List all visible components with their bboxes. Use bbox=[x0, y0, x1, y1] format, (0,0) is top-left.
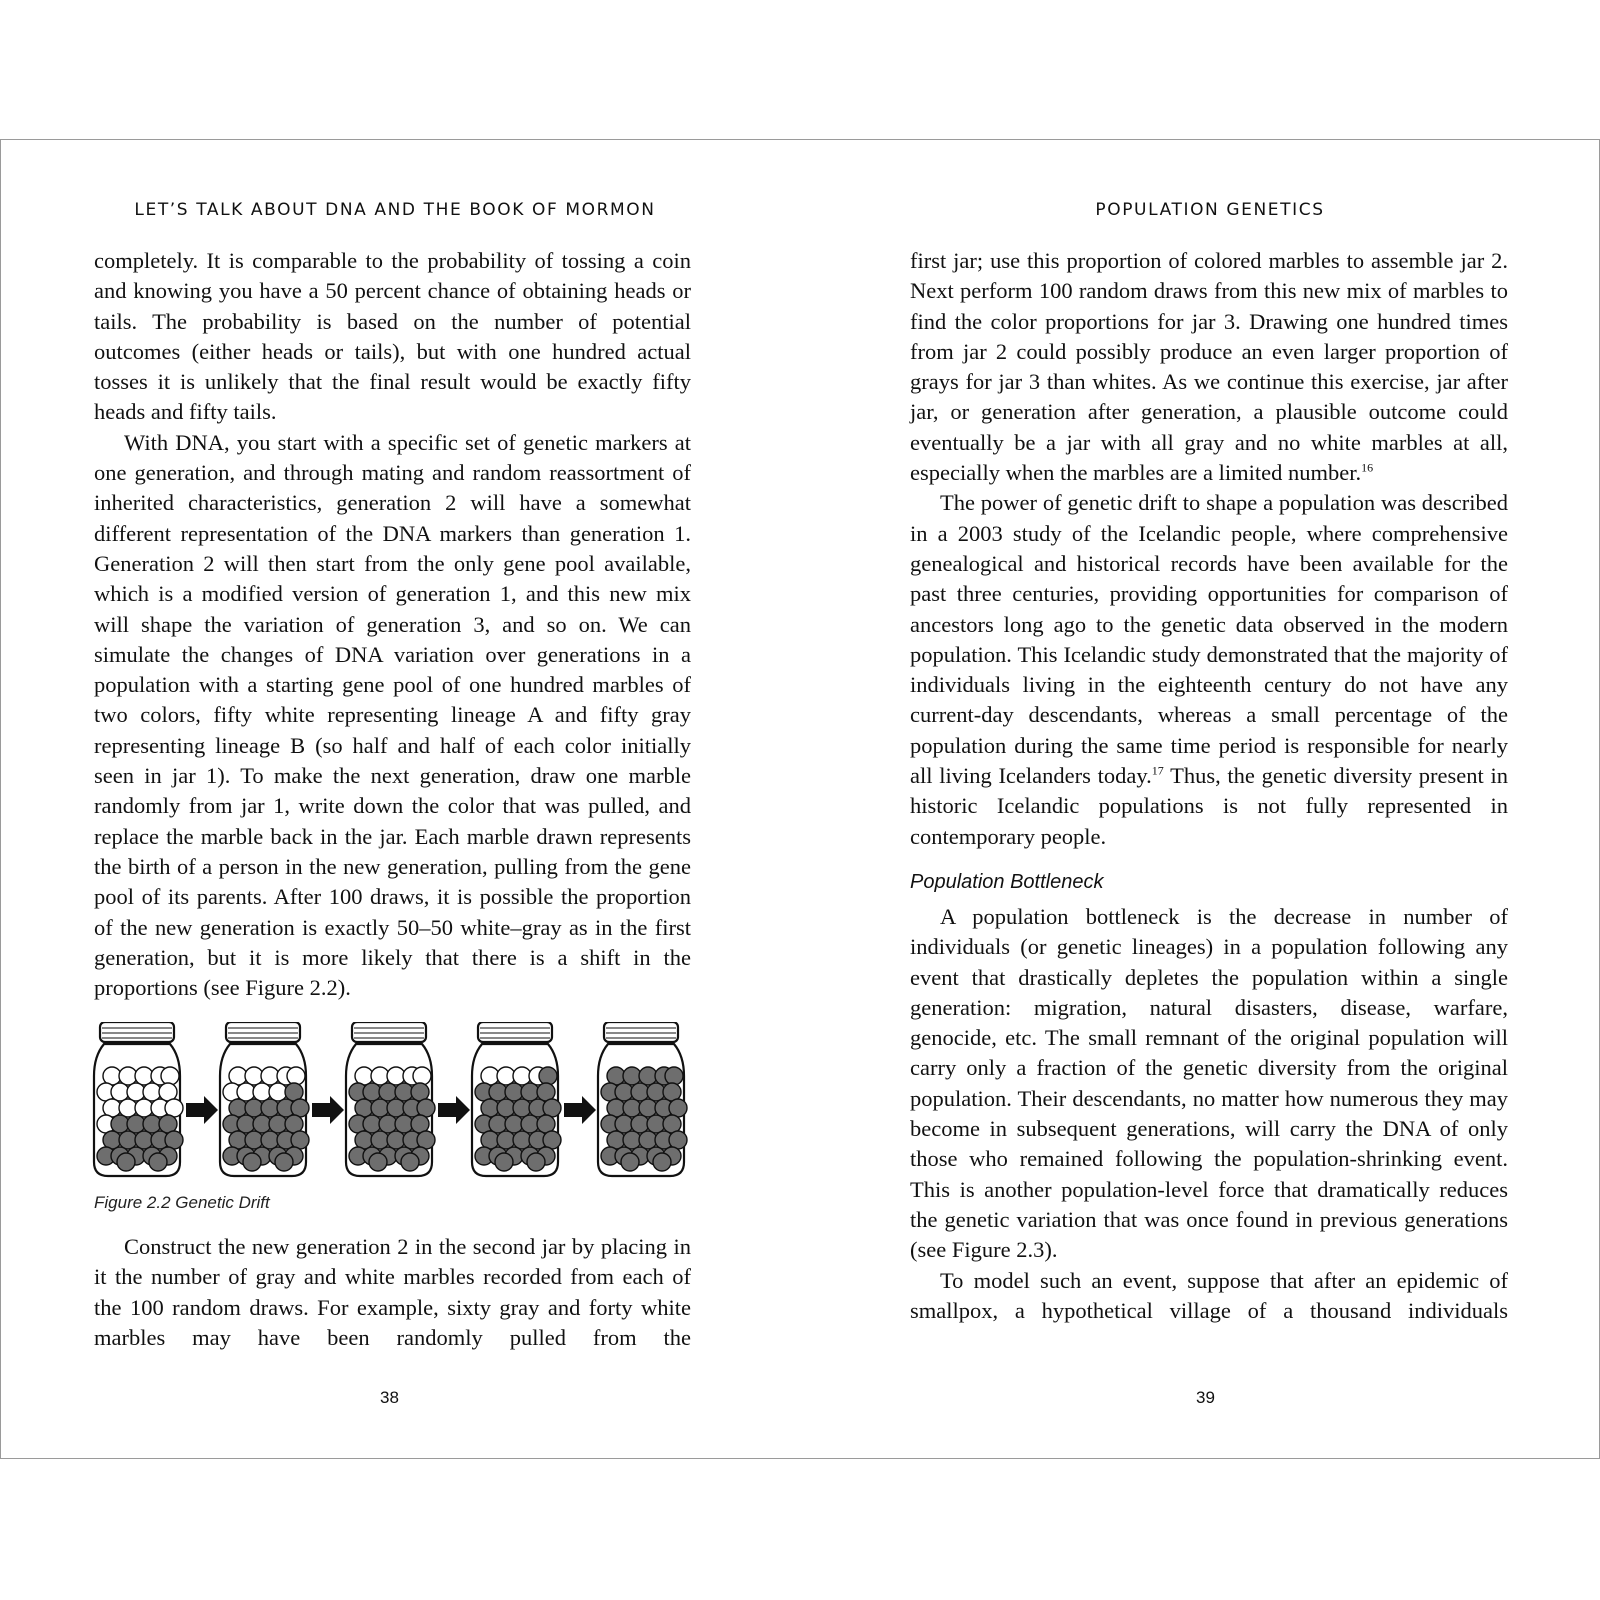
gray-marble bbox=[363, 1115, 381, 1133]
white-marble bbox=[245, 1067, 263, 1085]
gray-marble bbox=[623, 1131, 641, 1149]
gray-marble bbox=[245, 1131, 263, 1149]
right-text-column bbox=[910, 246, 1508, 1326]
white-marble bbox=[261, 1067, 279, 1085]
gray-marble bbox=[647, 1083, 665, 1101]
left-text-column-continued bbox=[94, 1232, 691, 1353]
white-marble bbox=[269, 1083, 287, 1101]
gray-marble bbox=[261, 1131, 279, 1149]
arrow-icon bbox=[438, 1096, 470, 1124]
gray-marble bbox=[379, 1115, 397, 1133]
gray-marble bbox=[647, 1115, 665, 1133]
gray-marble bbox=[253, 1115, 271, 1133]
gray-marble bbox=[669, 1131, 687, 1149]
gray-marble bbox=[489, 1083, 507, 1101]
gray-marble bbox=[411, 1115, 429, 1133]
gray-marble bbox=[411, 1083, 429, 1101]
gray-marble bbox=[291, 1099, 309, 1117]
gray-marble bbox=[481, 1131, 499, 1149]
gray-marble bbox=[663, 1083, 681, 1101]
gray-marble bbox=[497, 1099, 515, 1117]
gray-marble bbox=[631, 1115, 649, 1133]
gray-marble bbox=[543, 1099, 561, 1117]
arrow-icon bbox=[186, 1096, 218, 1124]
gray-marble bbox=[639, 1099, 657, 1117]
jar-lid bbox=[226, 1022, 300, 1042]
gray-marble bbox=[527, 1153, 545, 1171]
page-number-right: 39 bbox=[1196, 1388, 1215, 1407]
gray-marble bbox=[663, 1115, 681, 1133]
gray-marble bbox=[521, 1083, 539, 1101]
gray-marble bbox=[269, 1115, 287, 1133]
gray-marble bbox=[513, 1099, 531, 1117]
gray-marble bbox=[615, 1115, 633, 1133]
arrow-icon bbox=[312, 1096, 344, 1124]
gray-marble bbox=[481, 1099, 499, 1117]
gray-marble bbox=[607, 1099, 625, 1117]
gray-marble bbox=[417, 1131, 435, 1149]
left-text-column bbox=[94, 246, 691, 1003]
gray-marble bbox=[639, 1131, 657, 1149]
gray-marble bbox=[537, 1083, 555, 1101]
paragraph-text: The power of genetic drift to shape a population was described in a 2003 study of the Icelandic people, where comprehensive genealogical and historical records have been available for the past three centuries, providing opportunities for comparison of ancestors long ago to the genetic data observed in the modern population. This Icelandic study demonstrated that the majority of individuals living in the eighteenth century do not have any current-day descendants, whereas a small percentage of the population during the same time period is responsible for nearly all living Icelanders today. bbox=[910, 490, 1508, 789]
gray-marble bbox=[513, 1131, 531, 1149]
paragraph: completely. It is comparable to the probability of tossing a coin and knowing you have a 50 percent chance of obtaining heads or tails. The probability is based on the number of potential outcomes (either heads or tails), but with one hundred actual tosses it is unlikely that the final result would be exactly fifty heads and fifty tails. bbox=[94, 248, 691, 425]
paragraph bbox=[910, 246, 1508, 488]
jar-lid bbox=[352, 1022, 426, 1042]
gray-marble bbox=[369, 1153, 387, 1171]
running-head-left: LET’S TALK ABOUT DNA AND THE BOOK OF MORMON bbox=[134, 200, 656, 220]
gray-marble bbox=[149, 1153, 167, 1171]
gray-marble bbox=[395, 1115, 413, 1133]
gray-marble bbox=[669, 1099, 687, 1117]
jar-lid bbox=[478, 1022, 552, 1042]
gray-marble bbox=[285, 1115, 303, 1133]
white-marble bbox=[497, 1067, 515, 1085]
jar-lid bbox=[100, 1022, 174, 1042]
paragraph: Construct the new generation 2 in the second jar by placing in it the number of gray and white marbles recorded from each of the 100 random draws. For example, sixty gray and forty white marbles may have been randomly pulled from the bbox=[94, 1234, 691, 1350]
white-marble bbox=[159, 1083, 177, 1101]
jar-lid bbox=[604, 1022, 678, 1042]
gray-marble bbox=[607, 1131, 625, 1149]
white-marble bbox=[371, 1067, 389, 1085]
gray-marble bbox=[243, 1153, 261, 1171]
gray-marble bbox=[505, 1115, 523, 1133]
gray-marble bbox=[117, 1153, 135, 1171]
arrow-icon bbox=[564, 1096, 596, 1124]
gray-marble bbox=[631, 1083, 649, 1101]
gray-marble bbox=[621, 1153, 639, 1171]
white-marble bbox=[165, 1099, 183, 1117]
gray-marble bbox=[371, 1099, 389, 1117]
section-subheading: Population Bottleneck bbox=[910, 870, 1104, 893]
white-marble bbox=[413, 1067, 431, 1085]
gray-marble bbox=[261, 1099, 279, 1117]
gray-marble bbox=[159, 1115, 177, 1133]
gray-marble bbox=[371, 1131, 389, 1149]
figure-caption bbox=[94, 1193, 270, 1213]
gray-marble bbox=[521, 1115, 539, 1133]
gray-marble bbox=[639, 1067, 657, 1085]
white-marble bbox=[513, 1067, 531, 1085]
gray-marble bbox=[539, 1067, 557, 1085]
gray-marble bbox=[291, 1131, 309, 1149]
gray-marble bbox=[615, 1083, 633, 1101]
gray-marble bbox=[355, 1099, 373, 1117]
gray-marble bbox=[543, 1131, 561, 1149]
white-marble bbox=[481, 1067, 499, 1085]
white-marble bbox=[253, 1083, 271, 1101]
genetic-drift-figure bbox=[92, 1022, 692, 1178]
figure-title: Genetic Drift bbox=[175, 1193, 270, 1212]
gray-marble bbox=[387, 1099, 405, 1117]
gray-marble bbox=[401, 1153, 419, 1171]
gray-marble bbox=[607, 1067, 625, 1085]
gray-marble bbox=[285, 1083, 303, 1101]
running-head-right: POPULATION GENETICS bbox=[1095, 200, 1325, 220]
gray-marble bbox=[537, 1115, 555, 1133]
gray-marble bbox=[495, 1153, 513, 1171]
footnote-ref: 17 bbox=[1151, 763, 1164, 778]
gray-marble bbox=[165, 1131, 183, 1149]
paragraph: A population bottleneck is the decrease in number of individuals (or genetic lineages) in a population following any event that drastically depletes the population within a single generation: migration, natural disasters, disease, warfare, genocide, etc. The small remnant of the original population will carry only a fraction of the genetic diversity from the original population. Their descendants, no matter how numerous they may become in subsequent generations, will carry the DNA of only those who remained following the population-shrinking event. This is another population-level force that dramatically reduces the genetic variation that was once found in previous generations (see Figure 2.3). bbox=[910, 903, 1508, 1263]
gray-marble bbox=[623, 1099, 641, 1117]
gray-marble bbox=[497, 1131, 515, 1149]
gray-marble bbox=[379, 1083, 397, 1101]
white-marble bbox=[161, 1067, 179, 1085]
gray-marble bbox=[245, 1099, 263, 1117]
gray-marble bbox=[623, 1067, 641, 1085]
gray-marble bbox=[387, 1131, 405, 1149]
gray-marble bbox=[489, 1115, 507, 1133]
paragraph: With DNA, you start with a specific set of genetic markers at one generation, and through mating and random reassortment of inherited characteristics, generation 2 will have a somewhat different representation of the DNA markers than generation 1. Generation 2 will then start from the only gene pool available, which is a modified version of generation 1, and this new mix will shape the variation of generation 3, and so on. We can simulate the changes of DNA variation over generations in a population with a starting gene pool of one hundred marbles of two colors, fifty white representing lineage A and fifty gray representing lineage B (so half and half of each color initially seen in jar 1). To make the next generation, draw one marble randomly from jar 1, write down the color that was pulled, and replace the marble back in the jar. Each marble drawn represents the birth of a person in the new generation, pulling from the gene pool of its parents. After 100 draws, it is possible the proportion of the new generation is exactly 50–50 white–gray as in the first generation, but it is more likely that there is a shift in the proportions (see Figure 2.2). bbox=[94, 429, 691, 1001]
paragraph-text: first jar; use this proportion of colored marbles to assemble jar 2. Next perform 100 random draws from this new mix of marbles to find the color proportions for jar 3. Drawing one hundred times from jar 2 could possibly produce an even larger proportion of grays for jar 3 than whites. As we continue this exercise, jar after jar, or generation after generation, a plausible outcome could eventually be a jar with all gray and no white marbles at all, especially when the marbles are a limited number. bbox=[910, 248, 1508, 486]
gray-marble bbox=[665, 1067, 683, 1085]
gray-marble bbox=[395, 1083, 413, 1101]
paragraph-text: Thus, the genetic diversity present in historic Icelandic populations is not fully represented in contemporary people. bbox=[910, 763, 1508, 849]
paragraph: To model such an event, suppose that after an epidemic of smallpox, a hypothetical village of a thousand individuals bbox=[910, 1267, 1508, 1323]
gray-marble bbox=[355, 1131, 373, 1149]
paragraph bbox=[910, 488, 1508, 852]
gray-marble bbox=[275, 1153, 293, 1171]
gray-marble bbox=[363, 1083, 381, 1101]
gray-marble bbox=[505, 1083, 523, 1101]
footnote-ref: 16 bbox=[1361, 460, 1374, 475]
gray-marble bbox=[417, 1099, 435, 1117]
white-marble bbox=[387, 1067, 405, 1085]
figure-label: Figure 2.2 bbox=[94, 1193, 171, 1212]
white-marble bbox=[287, 1067, 305, 1085]
gray-marble bbox=[653, 1153, 671, 1171]
white-marble bbox=[355, 1067, 373, 1085]
page-number-left: 38 bbox=[380, 1388, 399, 1407]
